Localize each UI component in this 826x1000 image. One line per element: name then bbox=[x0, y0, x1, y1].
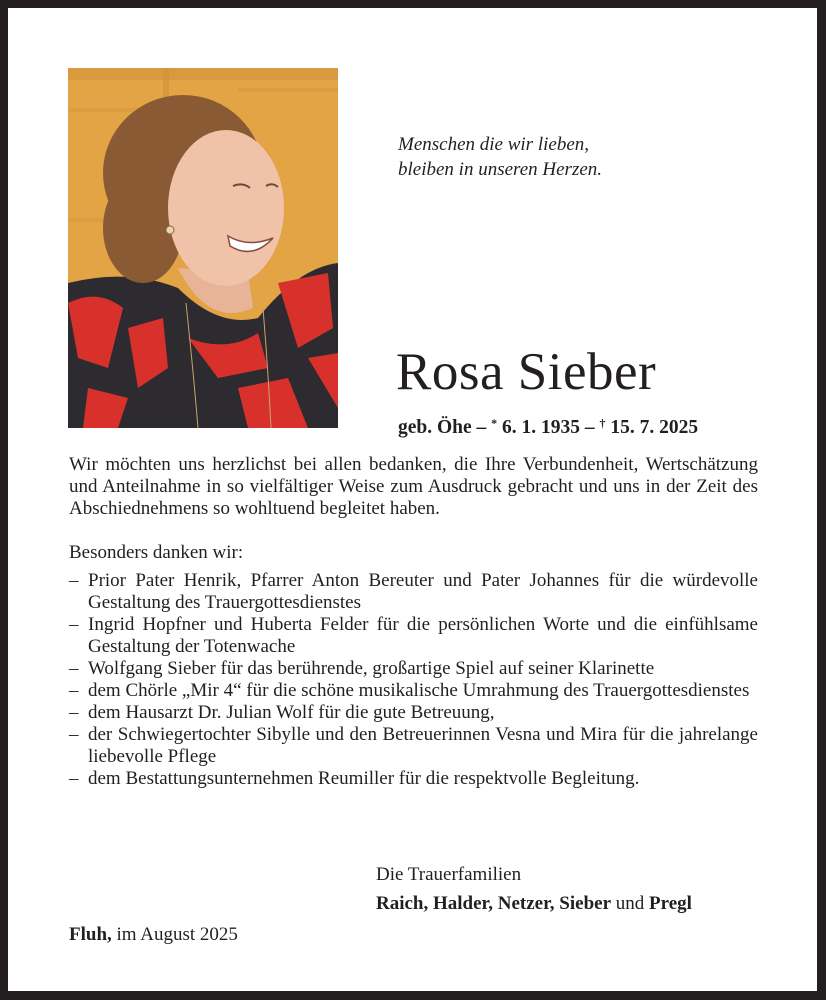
thanks-list bbox=[69, 570, 758, 790]
quote-line-2: bleiben in unseren Herzen. bbox=[398, 159, 603, 180]
dash-bullet: – bbox=[69, 658, 79, 679]
cross-icon: † bbox=[599, 416, 606, 430]
list-item: – der Schwiegertochter Sibylle und den Betreuerinnen Vesna und Mira für die jahrelange liebevolle Pflege bbox=[69, 724, 758, 767]
signature-block bbox=[376, 860, 692, 918]
obituary-card bbox=[8, 8, 817, 991]
signature-label: Die Trauerfamilien bbox=[376, 864, 522, 885]
list-item: – Prior Pater Henrik, Pfarrer Anton Bereuter und Pater Johannes für die würdevolle Gestaltung des Trauergottesdienstes bbox=[69, 570, 758, 613]
deceased-name: Rosa Sieber bbox=[396, 343, 657, 401]
death-date: 15. 7. 2025 bbox=[610, 417, 699, 438]
dash-bullet: – bbox=[69, 680, 79, 701]
quote-line-1: Menschen die wir lieben, bbox=[398, 134, 590, 155]
town: Fluh, bbox=[69, 924, 112, 945]
memorial-quote bbox=[398, 132, 602, 182]
thank-you-text bbox=[69, 454, 758, 790]
list-item: – dem Hausarzt Dr. Julian Wolf für die gute Betreuung, bbox=[69, 702, 495, 723]
life-dates bbox=[398, 410, 698, 441]
separator: – bbox=[580, 417, 600, 438]
birth-date: 6. 1. 1935 bbox=[502, 417, 581, 438]
intro-paragraph: Wir möchten uns herzlichst bei allen bedanken, die Ihre Verbundenheit, Wertschätzung und Anteilnahme in so vielfältiger Weise zum Ausdruck gebracht und uns in der Zeit des Abschiednehmens so wohltuend begleitet haben. bbox=[69, 454, 758, 519]
dash-bullet: – bbox=[69, 702, 79, 723]
portrait-photo bbox=[68, 68, 338, 428]
dash-bullet: – bbox=[69, 614, 79, 635]
dash-bullet: – bbox=[69, 724, 79, 745]
birth-name: geb. Öhe bbox=[398, 417, 472, 438]
dash-bullet: – bbox=[69, 570, 79, 591]
dash-bullet: – bbox=[69, 768, 79, 789]
list-item: – Wolfgang Sieber für das berührende, großartige Spiel auf seiner Klarinette bbox=[69, 658, 655, 679]
portrait-illustration bbox=[68, 68, 338, 428]
list-item: – dem Chörle „Mir 4“ für die schöne musikalische Umrahmung des Trauergottesdienstes bbox=[69, 680, 750, 701]
place-and-date bbox=[69, 923, 238, 947]
list-item: – dem Bestattungsunternehmen Reumiller für die respektvolle Begleitung. bbox=[69, 768, 640, 789]
separator: – bbox=[471, 417, 492, 438]
family-names: Raich, Halder, Netzer, Sieber und Pregl bbox=[376, 893, 692, 914]
born-symbol-icon: * bbox=[491, 416, 498, 430]
date-text: im August 2025 bbox=[111, 924, 238, 945]
list-item: – Ingrid Hopfner und Huberta Felder für die persönlichen Worte und die einfühlsame Gestaltung der Totenwache bbox=[69, 614, 758, 657]
besonders-label: Besonders danken wir: bbox=[69, 542, 244, 563]
